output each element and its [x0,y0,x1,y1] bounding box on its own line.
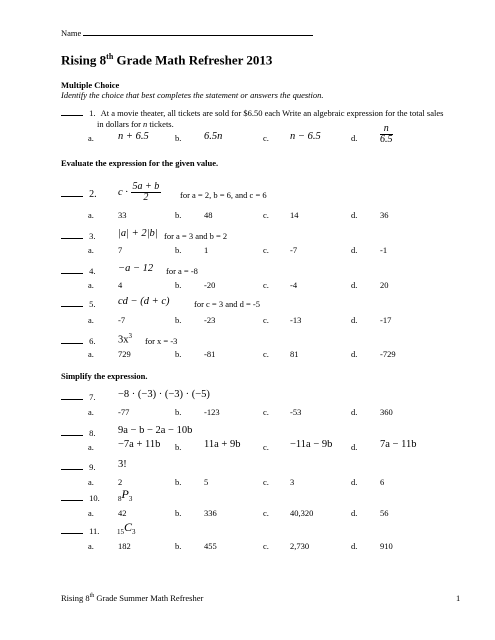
q11-choice-a-value: 182 [118,541,131,551]
q3-choice-b-value: 1 [204,245,209,255]
q3-choice-a-value: 7 [118,245,123,255]
q4-choice-c-value: -4 [290,280,298,290]
choice-c: c. [263,133,269,143]
question-6-condition: for x = -3 [145,336,178,346]
q7-choice-b-value: -123 [204,407,220,417]
q8-choice-d: d. [351,442,358,452]
q8-choice-b: b. [175,442,182,452]
q5-choice-d: d. [351,315,358,325]
q8-choice-c: c. [263,442,269,452]
q11-choice-a: a. [88,541,94,551]
question-4-expression: −a − 12 [118,263,154,274]
q7-choice-b: b. [175,407,182,417]
q11-choice-c: c. [263,541,269,551]
q2-choices: a. [88,210,94,220]
q8-choice-c-value: −11a − 9b [290,439,333,450]
q8-choice-a-value: −7a + 11b [118,439,161,450]
q6-choice-c: c. [263,349,269,359]
question-3-expression: |a| + 2|b| [118,228,158,239]
question-11: 11. [61,526,99,536]
q6-choice-c-value: 81 [290,349,299,359]
q2-choice-a-value: 33 [118,210,127,220]
answer-blank[interactable] [61,267,83,274]
question-7: 7. [61,392,96,402]
q2-choice-d: d. [351,210,358,220]
choice-c-value: n − 6.5 [290,131,321,142]
question-5-expression: cd − (d + c) [118,296,170,307]
q10-choice-d-value: 56 [380,508,389,518]
q9-choice-a: a. [88,477,94,487]
q2-choice-b: b. [175,210,182,220]
choice-d: d. [351,133,358,143]
q3-choice-a: a. [88,245,94,255]
q7-choice-a-value: -77 [118,407,130,417]
q9-choice-d: d. [351,477,358,487]
q6-choice-a: a. [88,349,94,359]
question-8-expression: 9a − b − 2a − 10b [118,425,193,436]
q10-choice-c: c. [263,508,269,518]
q7-choice-d-value: 360 [380,407,393,417]
q5-choice-a-value: -7 [118,315,126,325]
answer-blank[interactable] [61,393,83,400]
section-heading-multiple-choice: Multiple Choice [61,80,120,90]
question-5-condition: for c = 3 and d = -5 [194,299,260,309]
q7-choice-a: a. [88,407,94,417]
q2-choice-b-value: 48 [204,210,213,220]
page-number: 1 [456,593,461,603]
question-10: 10. [61,493,100,503]
q9-choice-c: c. [263,477,269,487]
question-9-expression: 3! [118,459,127,470]
q9-choice-b-value: 5 [204,477,209,487]
q7-choice-c: c. [263,407,269,417]
q7-choice-d: d. [351,407,358,417]
answer-blank[interactable] [61,232,83,239]
q11-choice-d-value: 910 [380,541,393,551]
question-5: 5. [61,299,96,309]
q4-choice-a: a. [88,280,94,290]
q11-choice-b-value: 455 [204,541,217,551]
question-6: 6. [61,336,96,346]
q6-choice-b: b. [175,349,182,359]
q9-choice-a-value: 2 [118,477,123,487]
q6-choice-b-value: -81 [204,349,216,359]
name-field[interactable] [83,28,313,36]
q4-choice-a-value: 4 [118,280,123,290]
q9-choice-b: b. [175,477,182,487]
q6-choice-a-value: 729 [118,349,131,359]
q4-choice-c: c. [263,280,269,290]
q2-choice-c-value: 14 [290,210,299,220]
answer-blank[interactable] [61,109,83,116]
q6-choice-d-value: -729 [380,349,396,359]
question-8: 8. [61,428,96,438]
q10-choice-b: b. [175,508,182,518]
name-line [61,28,313,38]
q10-choice-a-value: 42 [118,508,127,518]
question-3: 3. [61,231,96,241]
q4-choice-d-value: 20 [380,280,389,290]
q3-choice-d-value: -1 [380,245,388,255]
choice-a: a. [88,133,94,143]
q5-choice-c: c. [263,315,269,325]
q9-choice-d-value: 6 [380,477,385,487]
question-2: 2. [61,189,97,200]
answer-blank[interactable] [61,337,83,344]
section-heading-evaluate: Evaluate the expression for the given value. [61,158,219,168]
q4-choice-b: b. [175,280,182,290]
choice-d-value: $\frac{n}{6.5}$ [380,123,393,145]
section-instruction: Identify the choice that best completes the statement or answers the question. [61,90,324,100]
question-2-expression: c · $\frac{5a + b}{2}$ [118,181,160,203]
q3-choice-c-value: -7 [290,245,298,255]
question-1-line2: in dollars for n tickets. [97,119,174,129]
answer-blank[interactable] [61,494,83,501]
question-2-condition: for a = 2, b = 6, and c = 6 [180,190,267,200]
choice-b-value: 6.5n [204,131,223,142]
answer-blank[interactable] [61,300,83,307]
answer-blank[interactable] [61,190,83,197]
q5-choice-a: a. [88,315,94,325]
q11-choice-b: b. [175,541,182,551]
question-7-expression: −8 · (−3) · (−3) · (−5) [118,389,210,400]
question-1: 1. At a movie theater, all tickets are sold for $6.50 each Write an algebraic expression for the total sales [61,108,443,118]
answer-blank[interactable] [61,463,83,470]
question-9: 9. [61,462,96,472]
section-heading-simplify: Simplify the expression. [61,371,148,381]
q2-choice-c: c. [263,210,269,220]
q3-choice-c: c. [263,245,269,255]
name-label: Name [61,28,82,38]
q7-choice-c-value: -53 [290,407,302,417]
q11-choice-d: d. [351,541,358,551]
page-title: Rising 8th Grade Math Refresher 2013 [61,52,273,68]
q10-choice-c-value: 40,320 [290,508,314,518]
q3-choice-d: d. [351,245,358,255]
answer-blank[interactable] [61,527,83,534]
q10-choice-b-value: 336 [204,508,217,518]
question-3-condition: for a = 3 and b = 2 [164,231,228,241]
q8-choice-d-value: 7a − 11b [380,439,417,450]
question-6-expression: $3x^3$ [118,332,132,346]
footer-title: Rising 8th Grade Summer Math Refresher [61,593,204,603]
choice-a-value: n + 6.5 [118,131,149,142]
q2-choice-d-value: 36 [380,210,389,220]
q11-choice-c-value: 2,730 [290,541,310,551]
q8-choice-b-value: 11a + 9b [204,439,241,450]
q10-choice-d: d. [351,508,358,518]
answer-blank[interactable] [61,429,83,436]
question-4-condition: for a = -8 [166,266,198,276]
q10-choice-a: a. [88,508,94,518]
question-10-expression: $_8P_3$ [118,487,133,504]
q4-choice-b-value: -20 [204,280,216,290]
question-4: 4. [61,266,96,276]
q5-choice-c-value: -13 [290,315,302,325]
q4-choice-d: d. [351,280,358,290]
q3-choice-b: b. [175,245,182,255]
q5-choice-d-value: -17 [380,315,392,325]
q9-choice-c-value: 3 [290,477,295,487]
choice-b: b. [175,133,182,143]
question-11-expression: $_{15}C_3$ [117,520,136,537]
q6-choice-d: d. [351,349,358,359]
q5-choice-b: b. [175,315,182,325]
q5-choice-b-value: -23 [204,315,216,325]
q8-choice-a: a. [88,442,94,452]
